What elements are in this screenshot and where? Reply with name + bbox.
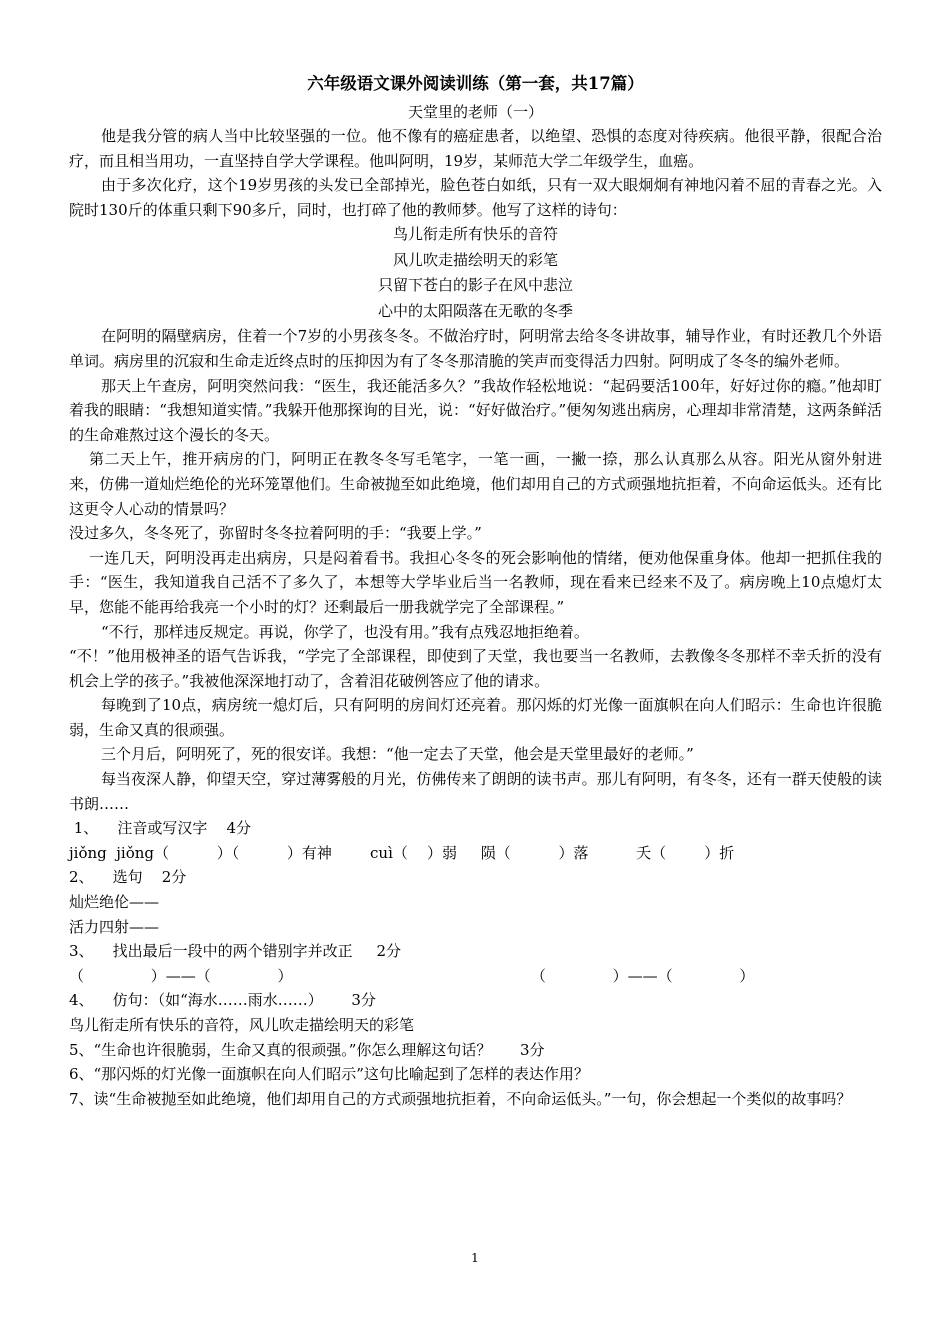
paragraph: 由于多次化疗，这个19岁男孩的头发已全部掉光，脸色苍白如纸，只有一双大眼炯炯有神地闪着不屈的青春之光。入院时130斤的体重只剩下90多斤，同时，也打碎了他的教师梦。他写了这样的诗句： <box>69 176 882 219</box>
paragraph: “不！”他用极神圣的语气告诉我，“学完了全部课程，即使到了天堂，我也要当一名教师，去教像冬冬那样不幸夭折的没有机会上学的孩子。”我被他深深地打动了，含着泪花破例答应了他的请求。 <box>69 647 882 690</box>
question-line: 鸟儿衔走所有快乐的音符，风儿吹走描绘明天的彩笔 <box>69 1016 415 1034</box>
document-title: 六年级语文课外阅读训练（第一套，共17篇） <box>307 74 644 93</box>
poem-line: 风儿吹走描绘明天的彩笔 <box>392 250 558 269</box>
question-blanks: jiǒng jiǒng（ ）（ ）有神 cuì（ ）弱 陨（ ）落 夭（ ）折 <box>69 843 735 862</box>
paragraph: 没过多久，冬冬死了，弥留时冬冬拉着阿明的手：“我要上学。” <box>69 524 482 543</box>
paragraph: 在阿明的隔壁病房，住着一个7岁的小男孩冬冬。不做治疗时，阿明常去给冬冬讲故事，辅导作业，有时还教几个外语单词。病房里的沉寂和生命走近终点时的压抑因为有了冬冬那清脆的笑声而变得活力四射。阿明成了冬冬的编外老师。 <box>69 327 882 370</box>
poem-line: 鸟儿衔走所有快乐的音符 <box>392 225 558 244</box>
question-line: 灿烂绝伦—— <box>69 893 160 912</box>
paragraph: 一连几天，阿明没再走出病房，只是闷着看书。我担心冬冬的死会影响他的情绪，便劝他保重身体。他却一把抓住我的手：“医生，我知道我自己活不了多久了，本想等大学毕业后当一名教师，现在看来已经来不及了。病房晚上10点熄灯太早，您能不能再给我亮一个小时的灯？还剩最后一册我就学完了全部课程。” <box>69 548 882 616</box>
story-title: 天堂里的老师（一） <box>407 103 543 121</box>
question-heading: 2、 选句 2分 <box>69 868 187 887</box>
question-heading: 4、 仿句：（如“海水……雨水……） 3分 <box>69 991 376 1010</box>
question-heading: 1、 注音或写汉字 4分 <box>69 819 252 838</box>
paragraph: 三个月后，阿明死了，死的很安详。我想：“他一定去了天堂，他会是天堂里最好的老师。” <box>101 745 694 764</box>
paragraph: 每当夜深人静，仰望天空，穿过薄雾般的月光，仿佛传来了朗朗的读书声。那儿有阿明，有冬冬，还有一群天使般的读书朗…… <box>69 770 882 813</box>
poem-line: 心中的太阳陨落在无歌的冬季 <box>377 301 573 320</box>
document-body <box>69 70 882 1111</box>
paragraph: 每晚到了10点，病房统一熄灯后，只有阿明的房间灯还亮着。那闪烁的灯光像一面旗帜在向人们昭示：生命也许很脆弱，生命又真的很顽强。 <box>69 696 882 739</box>
question-section <box>69 816 882 1111</box>
paragraph: “不行，那样违反规定。再说，你学了，也没有用。”我有点残忍地拒绝着。 <box>101 622 589 641</box>
poem-line: 只留下苍白的影子在风中悲泣 <box>377 276 573 295</box>
paragraph: 那天上午查房，阿明突然问我：“医生，我还能活多久？”我故作轻松地说：“起码要活100年，好好过你的瘾。”他却盯着我的眼睛：“我想知道实情。”我躲开他那探询的目光，说：“好好做治疗。”便匆匆逃出病房，心理却非常清楚，这两条鲜活的生命难熬过这个漫长的冬天。 <box>69 376 882 444</box>
question-heading: 3、 找出最后一段中的两个错别字并改正 2分 <box>69 942 402 961</box>
paragraph: 第二天上午，推开病房的门，阿明正在教冬冬写毛笔字，一笔一画，一撇一捺，那么认真那么从容。阳光从窗外射进来，仿佛一道灿烂绝伦的光环笼罩他们。生命被抛至如此绝境，他们却用自己的方式顽强地抗拒着，不向命运低头。还有比这更令人心动的情景吗？ <box>69 450 882 518</box>
question-heading: 5、“生命也许很脆弱，生命又真的很顽强。”你怎么理解这句话？ 3分 <box>69 1040 545 1059</box>
page-number: 1 <box>471 1251 479 1265</box>
question-heading: 7、读“生命被抛至如此绝境，他们却用自己的方式顽强地抗拒着，不向命运低头。”一句，你会想起一个类似的故事吗？ <box>69 1089 852 1108</box>
paragraph: 他是我分管的病人当中比较坚强的一位。他不像有的癌症患者，以绝望、恐惧的态度对待疾病。他很平静，很配合治疗，而且相当用功，一直坚持自学大学课程。他叫阿明，19岁，某师范大学二年级学生，血癌。 <box>69 127 882 170</box>
question-heading: 6、“那闪烁的灯光像一面旗帜在向人们昭示”这句比喻起到了怎样的表达作用？ <box>69 1065 589 1084</box>
question-line: 活力四射—— <box>69 917 160 936</box>
question-blanks: （ ）——（ ） （ ）——（ ） <box>69 966 755 985</box>
